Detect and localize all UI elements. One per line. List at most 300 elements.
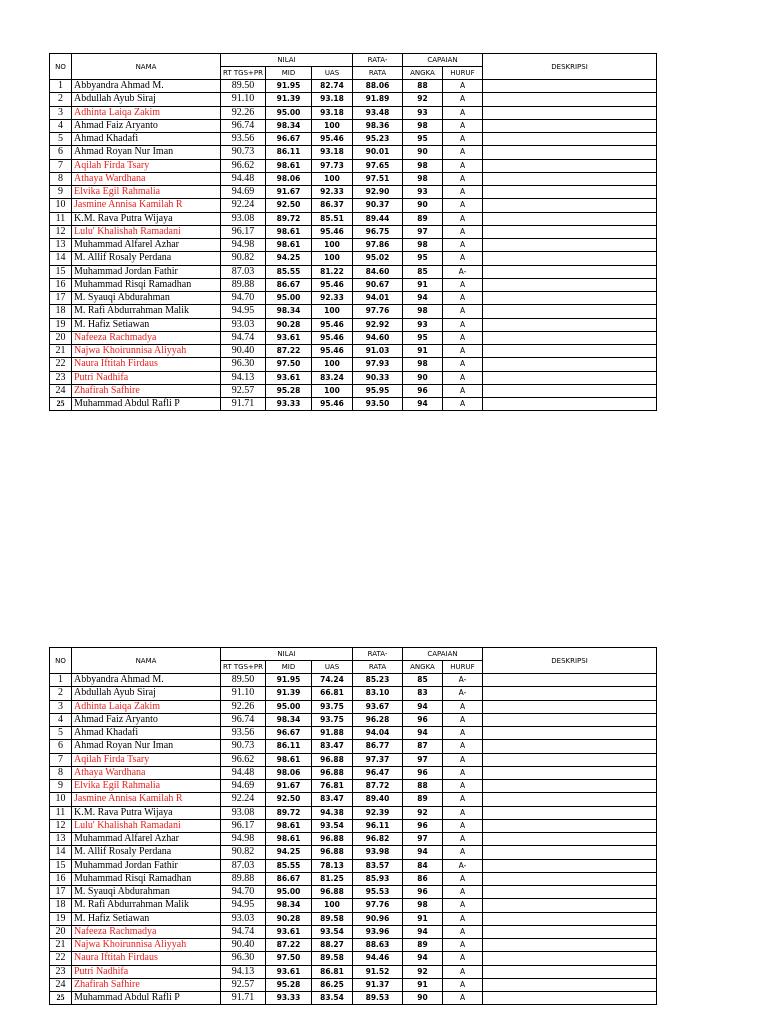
cell-uas: 100 — [312, 119, 353, 132]
cell-rata-rata: 89.44 — [353, 212, 403, 225]
cell-rt-tgs-pr: 96.17 — [221, 819, 266, 832]
cell-uas: 95.46 — [312, 225, 353, 238]
cell-mid: 91.95 — [266, 80, 312, 93]
cell-huruf: A — [443, 252, 483, 265]
cell-no: 8 — [50, 766, 72, 779]
table-row — [50, 146, 657, 159]
cell-nama: Abbyandra Ahmad M. — [72, 80, 221, 93]
cell-no: 12 — [50, 225, 72, 238]
cell-no: 18 — [50, 899, 72, 912]
cell-huruf: A — [443, 292, 483, 305]
cell-angka: 83 — [403, 687, 443, 700]
cell-deskripsi — [483, 186, 657, 199]
cell-no: 6 — [50, 146, 72, 159]
table-row — [50, 806, 657, 819]
cell-no: 15 — [50, 859, 72, 872]
cell-uas: 96.88 — [312, 846, 353, 859]
cell-rata-rata: 84.60 — [353, 265, 403, 278]
header-no: NO — [50, 648, 72, 674]
cell-nama: Jasmine Annisa Kamilah R — [72, 793, 221, 806]
table-row — [50, 700, 657, 713]
cell-angka: 92 — [403, 93, 443, 106]
cell-deskripsi — [483, 727, 657, 740]
header-capaian: CAPAIAN — [403, 54, 483, 67]
cell-rt-tgs-pr: 92.57 — [221, 978, 266, 991]
cell-nama: Abdullah Ayub Siraj — [72, 687, 221, 700]
cell-mid: 94.25 — [266, 252, 312, 265]
cell-huruf: A — [443, 93, 483, 106]
cell-huruf: A — [443, 212, 483, 225]
cell-mid: 98.06 — [266, 766, 312, 779]
cell-mid: 98.61 — [266, 833, 312, 846]
table-row — [50, 93, 657, 106]
cell-huruf: A- — [443, 265, 483, 278]
cell-rata-rata: 83.10 — [353, 687, 403, 700]
cell-huruf: A — [443, 872, 483, 885]
cell-angka: 92 — [403, 806, 443, 819]
header-huruf: HURUF — [443, 67, 483, 80]
cell-no: 14 — [50, 252, 72, 265]
header-mid: MID — [266, 661, 312, 674]
cell-no: 5 — [50, 133, 72, 146]
table-row — [50, 859, 657, 872]
header-nama: NAMA — [72, 54, 221, 80]
cell-deskripsi — [483, 106, 657, 119]
cell-rt-tgs-pr: 91.71 — [221, 992, 266, 1005]
table-row — [50, 912, 657, 925]
cell-rata-rata: 94.01 — [353, 292, 403, 305]
cell-uas: 93.75 — [312, 713, 353, 726]
cell-mid: 91.67 — [266, 780, 312, 793]
cell-mid: 93.61 — [266, 331, 312, 344]
cell-rata-rata: 94.04 — [353, 727, 403, 740]
cell-uas: 74.24 — [312, 674, 353, 687]
cell-rata-rata: 96.47 — [353, 766, 403, 779]
cell-nama: Lulu' Khalishah Ramadani — [72, 225, 221, 238]
cell-deskripsi — [483, 292, 657, 305]
cell-nama: Najwa Khoirunnisa Aliyyah — [72, 345, 221, 358]
cell-rata-rata: 95.53 — [353, 886, 403, 899]
cell-nama: M. Rafi Abdurrahman Malik — [72, 305, 221, 318]
cell-rt-tgs-pr: 89.50 — [221, 80, 266, 93]
cell-uas: 100 — [312, 358, 353, 371]
cell-no: 15 — [50, 265, 72, 278]
cell-rt-tgs-pr: 93.56 — [221, 133, 266, 146]
cell-angka: 85 — [403, 674, 443, 687]
cell-rt-tgs-pr: 94.13 — [221, 965, 266, 978]
table-row — [50, 766, 657, 779]
cell-rata-rata: 95.23 — [353, 133, 403, 146]
cell-angka: 89 — [403, 793, 443, 806]
cell-mid: 98.34 — [266, 713, 312, 726]
cell-deskripsi — [483, 358, 657, 371]
cell-huruf: A — [443, 780, 483, 793]
table-row — [50, 886, 657, 899]
cell-huruf: A — [443, 186, 483, 199]
cell-no: 5 — [50, 727, 72, 740]
cell-uas: 95.46 — [312, 278, 353, 291]
table-row — [50, 819, 657, 832]
cell-deskripsi — [483, 384, 657, 397]
cell-uas: 97.73 — [312, 159, 353, 172]
cell-no: 10 — [50, 199, 72, 212]
cell-huruf: A — [443, 700, 483, 713]
cell-angka: 98 — [403, 305, 443, 318]
cell-rt-tgs-pr: 92.24 — [221, 793, 266, 806]
cell-uas: 100 — [312, 384, 353, 397]
table-row — [50, 687, 657, 700]
cell-nama: Muhammad Jordan Fathir — [72, 859, 221, 872]
cell-rt-tgs-pr: 94.95 — [221, 899, 266, 912]
cell-no: 21 — [50, 939, 72, 952]
cell-uas: 76.81 — [312, 780, 353, 793]
cell-huruf: A — [443, 740, 483, 753]
cell-rata-rata: 90.37 — [353, 199, 403, 212]
cell-angka: 87 — [403, 740, 443, 753]
cell-nama: Muhammad Jordan Fathir — [72, 265, 221, 278]
cell-angka: 89 — [403, 939, 443, 952]
cell-rata-rata: 92.39 — [353, 806, 403, 819]
cell-nama: Muhammad Abdul Rafli P — [72, 398, 221, 411]
cell-deskripsi — [483, 331, 657, 344]
cell-huruf: A — [443, 925, 483, 938]
cell-rata-rata: 94.46 — [353, 952, 403, 965]
cell-huruf: A — [443, 753, 483, 766]
header-uas: UAS — [312, 661, 353, 674]
cell-rata-rata: 96.75 — [353, 225, 403, 238]
cell-uas: 83.54 — [312, 992, 353, 1005]
cell-no: 1 — [50, 80, 72, 93]
cell-uas: 86.25 — [312, 978, 353, 991]
cell-deskripsi — [483, 318, 657, 331]
cell-no: 3 — [50, 106, 72, 119]
table-row — [50, 846, 657, 859]
cell-nama: Muhammad Risqi Ramadhan — [72, 278, 221, 291]
cell-rt-tgs-pr: 89.88 — [221, 872, 266, 885]
cell-rt-tgs-pr: 94.48 — [221, 766, 266, 779]
cell-rata-rata: 85.23 — [353, 674, 403, 687]
cell-angka: 91 — [403, 912, 443, 925]
cell-rata-rata: 97.76 — [353, 305, 403, 318]
cell-rt-tgs-pr: 94.69 — [221, 186, 266, 199]
cell-nama: M. Allif Rosaly Perdana — [72, 846, 221, 859]
header-uas: UAS — [312, 67, 353, 80]
cell-huruf: A — [443, 952, 483, 965]
cell-rata-rata: 92.90 — [353, 186, 403, 199]
cell-uas: 86.81 — [312, 965, 353, 978]
cell-no: 2 — [50, 93, 72, 106]
cell-no: 6 — [50, 740, 72, 753]
cell-angka: 97 — [403, 225, 443, 238]
cell-huruf: A — [443, 80, 483, 93]
cell-mid: 96.67 — [266, 133, 312, 146]
cell-huruf: A — [443, 806, 483, 819]
header-row — [50, 648, 657, 661]
cell-mid: 93.33 — [266, 992, 312, 1005]
cell-nama: K.M. Rava Putra Wijaya — [72, 806, 221, 819]
cell-nama: Abbyandra Ahmad M. — [72, 674, 221, 687]
cell-angka: 96 — [403, 886, 443, 899]
cell-mid: 91.39 — [266, 93, 312, 106]
cell-mid: 92.50 — [266, 793, 312, 806]
cell-mid: 96.67 — [266, 727, 312, 740]
cell-deskripsi — [483, 305, 657, 318]
cell-rt-tgs-pr: 92.24 — [221, 199, 266, 212]
cell-no: 17 — [50, 886, 72, 899]
cell-huruf: A — [443, 384, 483, 397]
cell-nama: Elvika Egil Rahmalia — [72, 780, 221, 793]
cell-huruf: A — [443, 159, 483, 172]
cell-mid: 92.50 — [266, 199, 312, 212]
cell-deskripsi — [483, 859, 657, 872]
table-row — [50, 674, 657, 687]
cell-rt-tgs-pr: 87.03 — [221, 265, 266, 278]
cell-nama: M. Syauqi Abdurahman — [72, 292, 221, 305]
cell-deskripsi — [483, 199, 657, 212]
cell-angka: 94 — [403, 398, 443, 411]
cell-nama: Athaya Wardhana — [72, 172, 221, 185]
cell-no: 25 — [50, 398, 72, 411]
cell-rata-rata: 97.37 — [353, 753, 403, 766]
cell-nama: Ahmad Khadafi — [72, 727, 221, 740]
cell-uas: 93.54 — [312, 925, 353, 938]
table-row — [50, 133, 657, 146]
table-row — [50, 331, 657, 344]
cell-uas: 100 — [312, 305, 353, 318]
cell-rt-tgs-pr: 96.30 — [221, 952, 266, 965]
cell-huruf: A- — [443, 859, 483, 872]
cell-nama: K.M. Rava Putra Wijaya — [72, 212, 221, 225]
table-row — [50, 398, 657, 411]
cell-uas: 100 — [312, 239, 353, 252]
cell-rata-rata: 97.86 — [353, 239, 403, 252]
cell-nama: Jasmine Annisa Kamilah R — [72, 199, 221, 212]
header-capaian: CAPAIAN — [403, 648, 483, 661]
cell-angka: 96 — [403, 384, 443, 397]
cell-mid: 87.22 — [266, 345, 312, 358]
cell-mid: 94.25 — [266, 846, 312, 859]
cell-mid: 90.28 — [266, 912, 312, 925]
cell-no: 14 — [50, 846, 72, 859]
cell-rt-tgs-pr: 92.57 — [221, 384, 266, 397]
table-row — [50, 305, 657, 318]
cell-deskripsi — [483, 398, 657, 411]
cell-rata-rata: 90.67 — [353, 278, 403, 291]
cell-no: 20 — [50, 925, 72, 938]
header-mid: MID — [266, 67, 312, 80]
cell-angka: 88 — [403, 780, 443, 793]
table-row — [50, 159, 657, 172]
cell-huruf: A — [443, 106, 483, 119]
cell-mid: 98.61 — [266, 225, 312, 238]
cell-angka: 86 — [403, 872, 443, 885]
cell-huruf: A — [443, 833, 483, 846]
cell-mid: 98.06 — [266, 172, 312, 185]
cell-rt-tgs-pr: 93.56 — [221, 727, 266, 740]
cell-huruf: A — [443, 978, 483, 991]
table-row — [50, 384, 657, 397]
cell-uas: 93.18 — [312, 106, 353, 119]
cell-rt-tgs-pr: 96.74 — [221, 119, 266, 132]
table-row — [50, 780, 657, 793]
cell-no: 7 — [50, 753, 72, 766]
cell-deskripsi — [483, 212, 657, 225]
cell-uas: 100 — [312, 252, 353, 265]
cell-no: 16 — [50, 278, 72, 291]
cell-rt-tgs-pr: 94.70 — [221, 886, 266, 899]
cell-deskripsi — [483, 225, 657, 238]
cell-rata-rata: 93.98 — [353, 846, 403, 859]
header-rata-bottom: RATA — [353, 661, 403, 674]
table-row — [50, 740, 657, 753]
cell-rata-rata: 83.57 — [353, 859, 403, 872]
cell-nama: Ahmad Khadafi — [72, 133, 221, 146]
cell-angka: 90 — [403, 199, 443, 212]
cell-rt-tgs-pr: 87.03 — [221, 859, 266, 872]
cell-huruf: A — [443, 133, 483, 146]
cell-angka: 98 — [403, 172, 443, 185]
header-nama: NAMA — [72, 648, 221, 674]
table-row — [50, 318, 657, 331]
cell-huruf: A — [443, 846, 483, 859]
cell-deskripsi — [483, 278, 657, 291]
cell-mid: 93.61 — [266, 925, 312, 938]
cell-angka: 92 — [403, 965, 443, 978]
cell-huruf: A- — [443, 687, 483, 700]
cell-rt-tgs-pr: 96.74 — [221, 713, 266, 726]
table-row — [50, 899, 657, 912]
header-nilai: NILAI — [221, 648, 353, 661]
table-row — [50, 978, 657, 991]
cell-no: 4 — [50, 713, 72, 726]
cell-huruf: A — [443, 146, 483, 159]
cell-nama: Zhafirah Safhire — [72, 384, 221, 397]
table-row — [50, 172, 657, 185]
cell-nama: Najwa Khoirunnisa Aliyyah — [72, 939, 221, 952]
cell-huruf: A — [443, 225, 483, 238]
cell-no: 19 — [50, 318, 72, 331]
cell-huruf: A — [443, 199, 483, 212]
cell-uas: 83.47 — [312, 740, 353, 753]
table-row — [50, 939, 657, 952]
cell-no: 10 — [50, 793, 72, 806]
cell-no: 11 — [50, 212, 72, 225]
cell-no: 16 — [50, 872, 72, 885]
cell-angka: 95 — [403, 133, 443, 146]
table-row — [50, 727, 657, 740]
cell-deskripsi — [483, 952, 657, 965]
cell-mid: 95.00 — [266, 292, 312, 305]
cell-angka: 96 — [403, 819, 443, 832]
cell-rata-rata: 91.37 — [353, 978, 403, 991]
table-row — [50, 358, 657, 371]
cell-rata-rata: 85.93 — [353, 872, 403, 885]
cell-rata-rata: 95.02 — [353, 252, 403, 265]
cell-rata-rata: 96.11 — [353, 819, 403, 832]
cell-rt-tgs-pr: 90.73 — [221, 740, 266, 753]
cell-no: 24 — [50, 978, 72, 991]
cell-no: 4 — [50, 119, 72, 132]
cell-mid: 95.00 — [266, 886, 312, 899]
header-no: NO — [50, 54, 72, 80]
cell-nama: Aqilah Firda Tsary — [72, 753, 221, 766]
cell-no: 7 — [50, 159, 72, 172]
cell-nama: Naura Iftitah Firdaus — [72, 358, 221, 371]
cell-no: 21 — [50, 345, 72, 358]
cell-deskripsi — [483, 899, 657, 912]
cell-uas: 85.51 — [312, 212, 353, 225]
cell-rata-rata: 97.76 — [353, 899, 403, 912]
table-row — [50, 965, 657, 978]
cell-huruf: A- — [443, 674, 483, 687]
cell-angka: 93 — [403, 318, 443, 331]
cell-nama: Putri Nadhifa — [72, 965, 221, 978]
cell-rata-rata: 87.72 — [353, 780, 403, 793]
cell-uas: 95.46 — [312, 331, 353, 344]
cell-uas: 66.81 — [312, 687, 353, 700]
cell-angka: 98 — [403, 358, 443, 371]
cell-rata-rata: 95.95 — [353, 384, 403, 397]
cell-rata-rata: 86.77 — [353, 740, 403, 753]
cell-mid: 98.61 — [266, 159, 312, 172]
table-row — [50, 992, 657, 1005]
table-row — [50, 872, 657, 885]
cell-uas: 93.18 — [312, 93, 353, 106]
cell-rt-tgs-pr: 92.26 — [221, 700, 266, 713]
table-row — [50, 952, 657, 965]
cell-huruf: A — [443, 713, 483, 726]
cell-deskripsi — [483, 753, 657, 766]
cell-rt-tgs-pr: 89.50 — [221, 674, 266, 687]
cell-nama: M. Hafiz Setiawan — [72, 318, 221, 331]
cell-deskripsi — [483, 265, 657, 278]
table-row — [50, 252, 657, 265]
cell-mid: 93.61 — [266, 371, 312, 384]
cell-no: 3 — [50, 700, 72, 713]
cell-nama: Muhammad Alfarel Azhar — [72, 239, 221, 252]
cell-angka: 94 — [403, 700, 443, 713]
cell-angka: 85 — [403, 265, 443, 278]
table-row — [50, 265, 657, 278]
cell-nama: Muhammad Abdul Rafli P — [72, 992, 221, 1005]
cell-rt-tgs-pr: 93.03 — [221, 912, 266, 925]
cell-mid: 86.67 — [266, 872, 312, 885]
cell-rata-rata: 94.60 — [353, 331, 403, 344]
cell-rt-tgs-pr: 89.88 — [221, 278, 266, 291]
table-row — [50, 371, 657, 384]
cell-mid: 93.33 — [266, 398, 312, 411]
cell-nama: Abdullah Ayub Siraj — [72, 93, 221, 106]
cell-no: 25 — [50, 992, 72, 1005]
cell-angka: 94 — [403, 727, 443, 740]
cell-rata-rata: 93.67 — [353, 700, 403, 713]
cell-no: 23 — [50, 371, 72, 384]
cell-angka: 97 — [403, 833, 443, 846]
cell-angka: 91 — [403, 345, 443, 358]
cell-rt-tgs-pr: 96.62 — [221, 159, 266, 172]
header-deskripsi: DESKRIPSI — [483, 54, 657, 80]
cell-nama: Athaya Wardhana — [72, 766, 221, 779]
cell-rt-tgs-pr: 94.69 — [221, 780, 266, 793]
cell-deskripsi — [483, 833, 657, 846]
cell-uas: 91.88 — [312, 727, 353, 740]
cell-deskripsi — [483, 371, 657, 384]
cell-rt-tgs-pr: 90.82 — [221, 846, 266, 859]
cell-angka: 90 — [403, 371, 443, 384]
cell-rt-tgs-pr: 93.08 — [221, 212, 266, 225]
cell-angka: 94 — [403, 925, 443, 938]
cell-rt-tgs-pr: 93.08 — [221, 806, 266, 819]
